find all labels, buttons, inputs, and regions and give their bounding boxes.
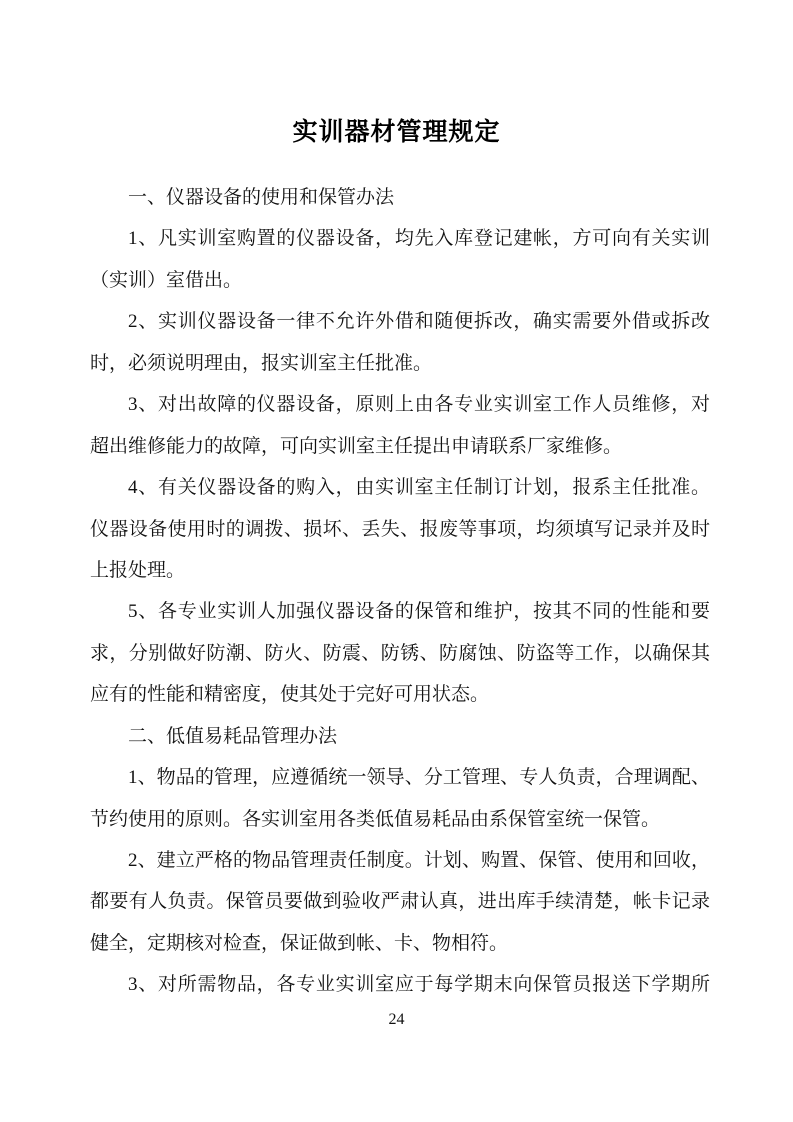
text-line: 2、实训仪器设备一律不允许外借和随便拆改，确实需要外借或拆改 bbox=[128, 311, 710, 333]
page-number: 24 bbox=[388, 1011, 405, 1028]
text-line: 3、对出故障的仪器设备，原则上由各专业实训室工作人员维修，对 bbox=[128, 394, 710, 416]
document-body bbox=[90, 177, 710, 1006]
text-line: 1、凡实训室购置的仪器设备，均先入库登记建帐，方可向有关实训 bbox=[128, 228, 710, 250]
text-line: 4、有关仪器设备的购入，由实训室主任制订计划，报系主任批准。 bbox=[128, 477, 710, 499]
text-line: 二、低值易耗品管理办法 bbox=[128, 725, 338, 747]
text-line: 5、各专业实训人加强仪器设备的保管和维护，按其不同的性能和要 bbox=[128, 601, 710, 623]
text-line: 时，必须说明理由，报实训室主任批准。 bbox=[90, 352, 433, 374]
text-line: 都要有人负责。保管员要做到验收严肃认真，进出库手续清楚，帐卡记录 bbox=[90, 891, 710, 913]
document-title: 实训器材管理规定 bbox=[292, 118, 501, 146]
text-line: （实训）室借出。 bbox=[90, 269, 243, 291]
text-line: 应有的性能和精密度，使其处于完好可用状态。 bbox=[90, 684, 490, 706]
text-line: 1、物品的管理，应遵循统一领导、分工管理、专人负责，合理调配、 bbox=[128, 767, 710, 789]
text-line: 一、仪器设备的使用和保管办法 bbox=[128, 187, 395, 208]
text-line: 健全，定期核对检查，保证做到帐、卡、物相符。 bbox=[90, 932, 509, 954]
text-line: 上报处理。 bbox=[90, 559, 186, 581]
text-line: 求，分别做好防潮、防火、防震、防锈、防腐蚀、防盗等工作，以确保其 bbox=[90, 642, 710, 664]
text-line: 2、建立严格的物品管理责任制度。计划、购置、保管、使用和回收， bbox=[128, 850, 710, 871]
text-line: 3、对所需物品，各专业实训室应于每学期末向保管员报送下学期所 bbox=[128, 974, 710, 996]
text-line: 节约使用的原则。各实训室用各类低值易耗品由系保管室统一保管。 bbox=[90, 808, 661, 830]
text-line: 仪器设备使用时的调拨、损坏、丢失、报废等事项，均须填写记录并及时 bbox=[90, 518, 710, 540]
text-line: 超出维修能力的故障，可向实训室主任提出申请联系厂家维修。 bbox=[90, 435, 623, 457]
